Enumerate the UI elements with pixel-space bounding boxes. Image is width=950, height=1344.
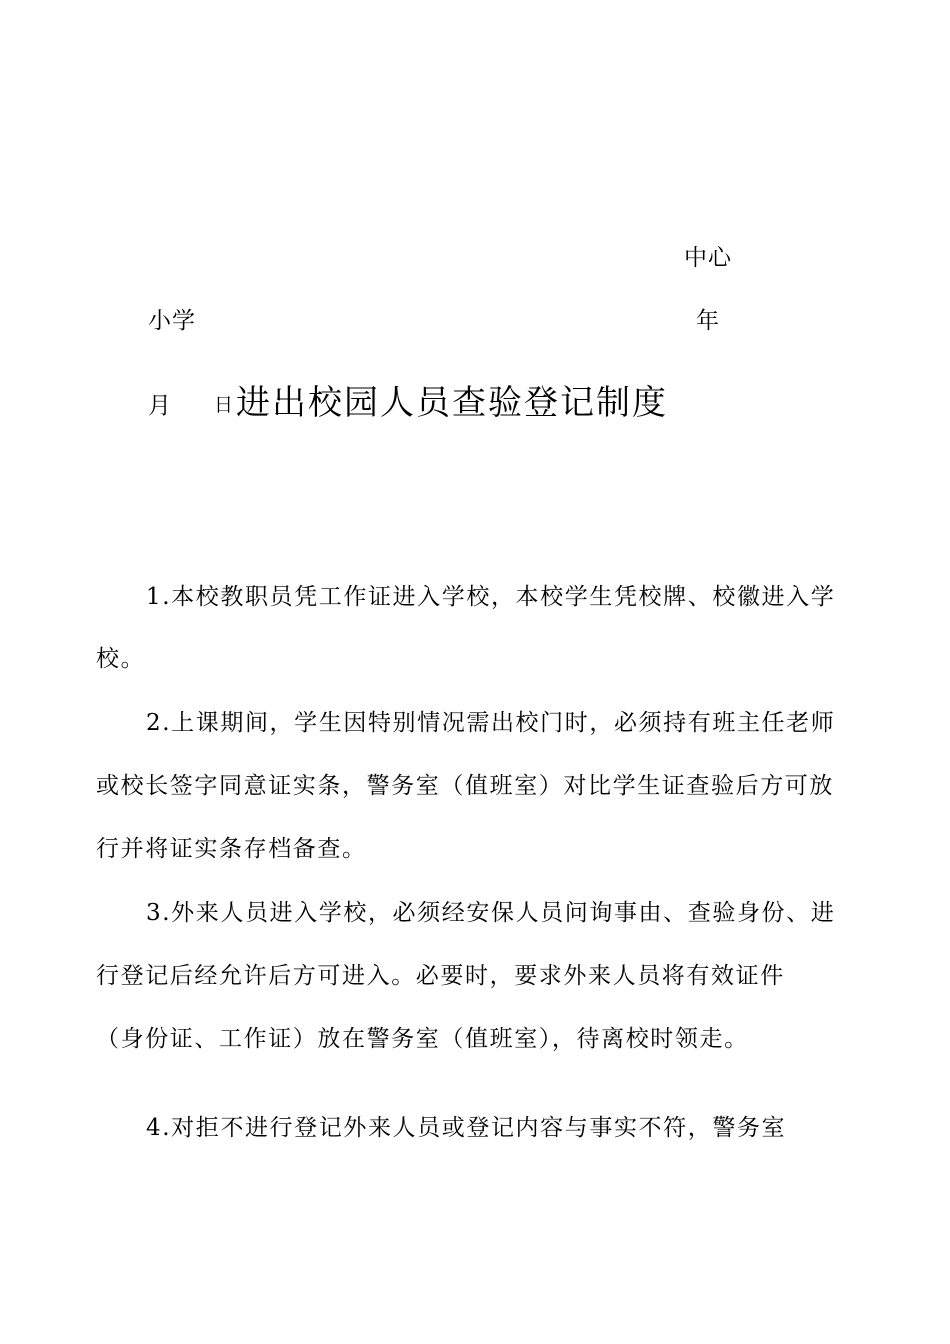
header-day-label: 日: [214, 394, 235, 416]
paragraph-4-line-1: 4.对拒不进行登记外来人员或登记内容与事实不符，警务室: [146, 1115, 787, 1141]
document-title: 进出校园人员查验登记制度: [236, 383, 668, 423]
header-center-label: 中心: [684, 245, 732, 271]
header-month-label: 月: [148, 393, 172, 419]
header-school-label: 小学: [148, 308, 196, 334]
paragraph-2-line-2: 或校长签字同意证实条，警务室（值班室）对比学生证查验后方可放: [96, 773, 834, 799]
paragraph-3-line-3: （身份证、工作证）放在警务室（值班室），待离校时领走。: [96, 1026, 749, 1052]
paragraph-1-line-1: 1.本校教职员凭工作证进入学校，本校学生凭校牌、校徽进入学: [146, 584, 836, 610]
paragraph-2-line-3: 行并将证实条存档备查。: [96, 836, 367, 862]
header-year-label: 年: [696, 308, 720, 334]
paragraph-1-line-2: 校。: [96, 646, 146, 672]
paragraph-3-line-2: 行登记后经允许后方可进入。必要时，要求外来人员将有效证件: [96, 963, 785, 989]
paragraph-2-line-1: 2.上课期间，学生因特别情况需出校门时，必须持有班主任老师: [146, 710, 836, 736]
paragraph-3-line-1: 3.外来人员进入学校，必须经安保人员问询事由、查验身份、进: [146, 900, 836, 926]
